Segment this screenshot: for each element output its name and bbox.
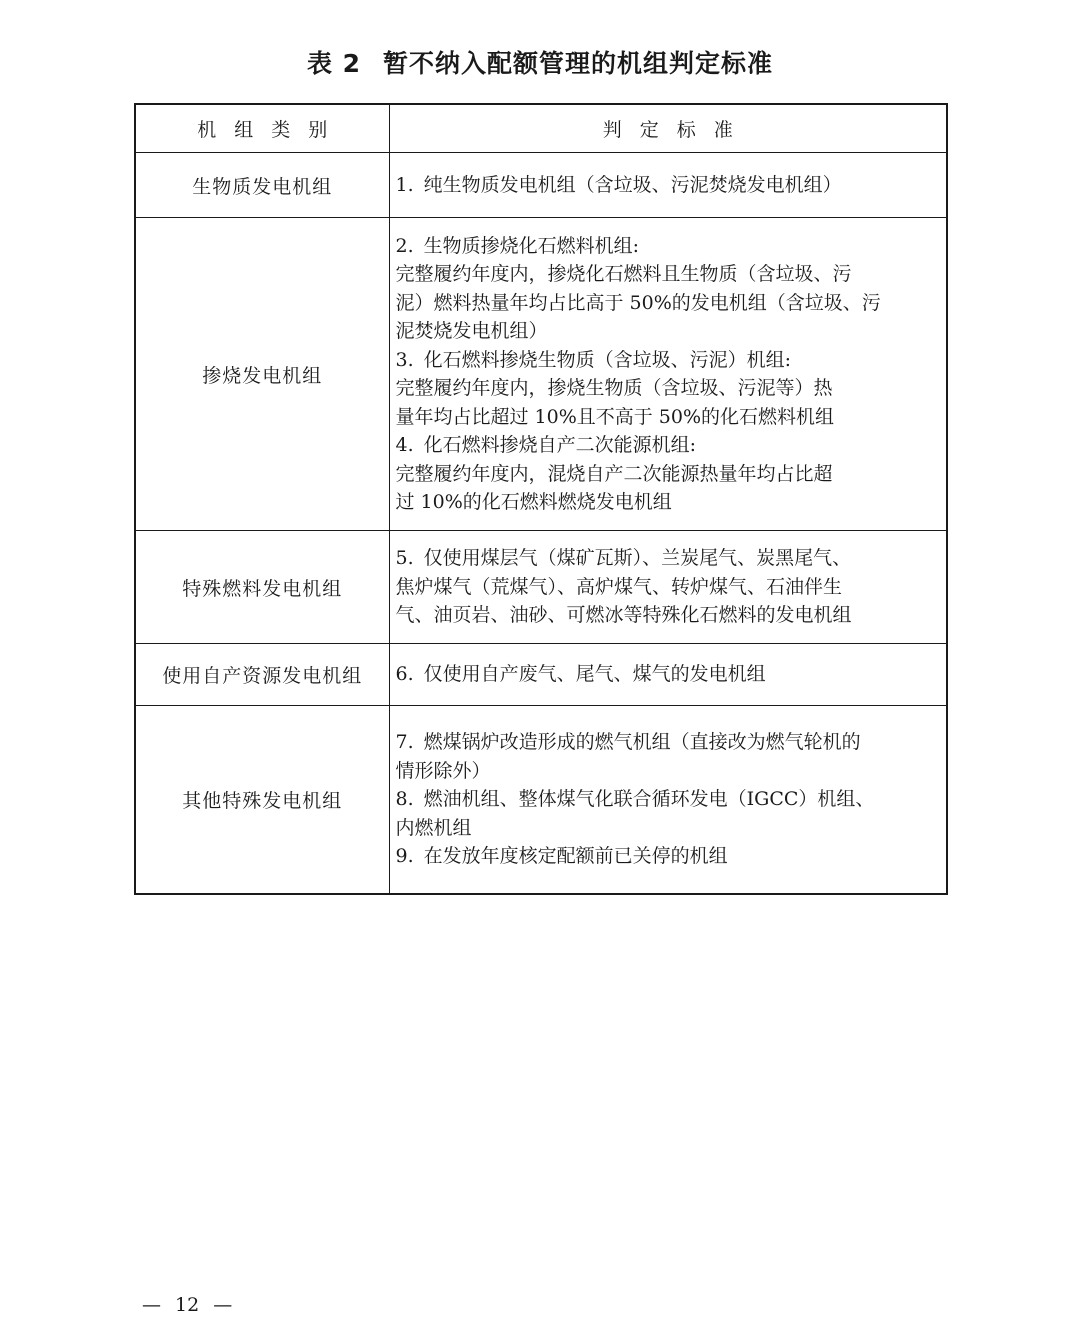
column-header-criteria: 判定标准 xyxy=(389,104,947,153)
item-number: 4. xyxy=(395,434,414,456)
item-text: 过 10%的化石燃料燃烧发电机组 xyxy=(395,491,672,513)
page-number: 12 xyxy=(175,1294,200,1316)
criteria-item xyxy=(396,232,937,346)
criteria-table xyxy=(134,103,948,895)
table-row xyxy=(135,531,947,644)
category-cell: 特殊燃料发电机组 xyxy=(135,531,389,644)
criteria-item xyxy=(396,544,937,630)
item-number: 9. xyxy=(395,845,414,867)
footer-dash-left: — xyxy=(142,1294,161,1316)
criteria-item xyxy=(396,660,937,689)
category-cell: 其他特殊发电机组 xyxy=(135,706,389,894)
table-title xyxy=(0,44,1080,80)
item-text: 仅使用自产废气、尾气、煤气的发电机组 xyxy=(423,663,766,686)
item-text: 焦炉煤气（荒煤气）、高炉煤气、转炉煤气、石油伴生 xyxy=(395,575,843,598)
item-number: 6. xyxy=(395,663,414,686)
item-text: 完整履约年度内，混烧自产二次能源热量年均占比超 xyxy=(395,462,833,485)
item-text: 内燃机组 xyxy=(395,816,472,839)
item-text: 气、油页岩、油砂、可燃冰等特殊化石燃料的发电机组 xyxy=(395,604,852,627)
page-footer xyxy=(142,1294,232,1316)
category-cell: 掺烧发电机组 xyxy=(135,218,389,531)
criteria-cell xyxy=(389,153,947,218)
item-text: 泥）燃料热量年均占比高于 50%的发电机组（含垃圾、污 xyxy=(395,291,881,314)
table-row xyxy=(135,153,947,218)
item-text: 化石燃料掺烧生物质（含垃圾、污泥）机组: xyxy=(423,348,792,371)
footer-dash-right: — xyxy=(213,1294,233,1316)
item-number: 2. xyxy=(395,234,414,257)
table-header-row xyxy=(135,104,947,153)
table-row xyxy=(135,644,947,706)
item-number: 5. xyxy=(395,547,414,570)
criteria-item xyxy=(396,842,937,871)
item-number: 3. xyxy=(395,348,414,371)
item-text: 完整履约年度内，掺烧生物质（含垃圾、污泥等）热 xyxy=(395,377,833,399)
item-text: 在发放年度核定配额前已关停的机组 xyxy=(423,845,728,867)
item-text: 燃煤锅炉改造形成的燃气机组（直接改为燃气轮机的 xyxy=(423,731,861,753)
item-text: 泥焚烧发电机组） xyxy=(395,320,548,342)
item-number: 1. xyxy=(395,173,414,196)
item-text: 化石燃料掺烧自产二次能源机组: xyxy=(423,434,697,456)
criteria-cell xyxy=(389,644,947,706)
criteria-item xyxy=(396,728,937,785)
item-text: 仅使用煤层气（煤矿瓦斯）、兰炭尾气、炭黑尾气、 xyxy=(423,547,852,570)
item-text: 燃油机组、整体煤气化联合循环发电（IGCC）机组、 xyxy=(423,788,875,810)
item-text: 完整履约年度内，掺烧化石燃料且生物质（含垃圾、污 xyxy=(395,263,852,285)
item-text: 生物质掺烧化石燃料机组: xyxy=(423,234,640,257)
criteria-item xyxy=(396,431,937,517)
criteria-item xyxy=(396,346,937,432)
criteria-item xyxy=(396,785,937,842)
item-text: 纯生物质发电机组（含垃圾、污泥焚烧发电机组） xyxy=(423,173,842,196)
criteria-cell xyxy=(389,218,947,531)
table-title-text: 暂不纳入配额管理的机组判定标准 xyxy=(383,49,774,78)
item-text: 量年均占比超过 10%且不高于 50%的化石燃料机组 xyxy=(395,405,835,428)
table-row xyxy=(135,218,947,531)
column-header-category: 机组类别 xyxy=(135,104,389,153)
item-number: 8. xyxy=(395,788,414,810)
table-row xyxy=(135,706,947,894)
criteria-item xyxy=(396,171,937,200)
category-cell: 使用自产资源发电机组 xyxy=(135,644,389,706)
table-number: 表 2 xyxy=(306,49,362,78)
item-text: 情形除外） xyxy=(395,759,491,782)
item-number: 7. xyxy=(395,731,414,753)
criteria-cell xyxy=(389,531,947,644)
criteria-cell xyxy=(389,706,947,894)
category-cell: 生物质发电机组 xyxy=(135,153,389,218)
